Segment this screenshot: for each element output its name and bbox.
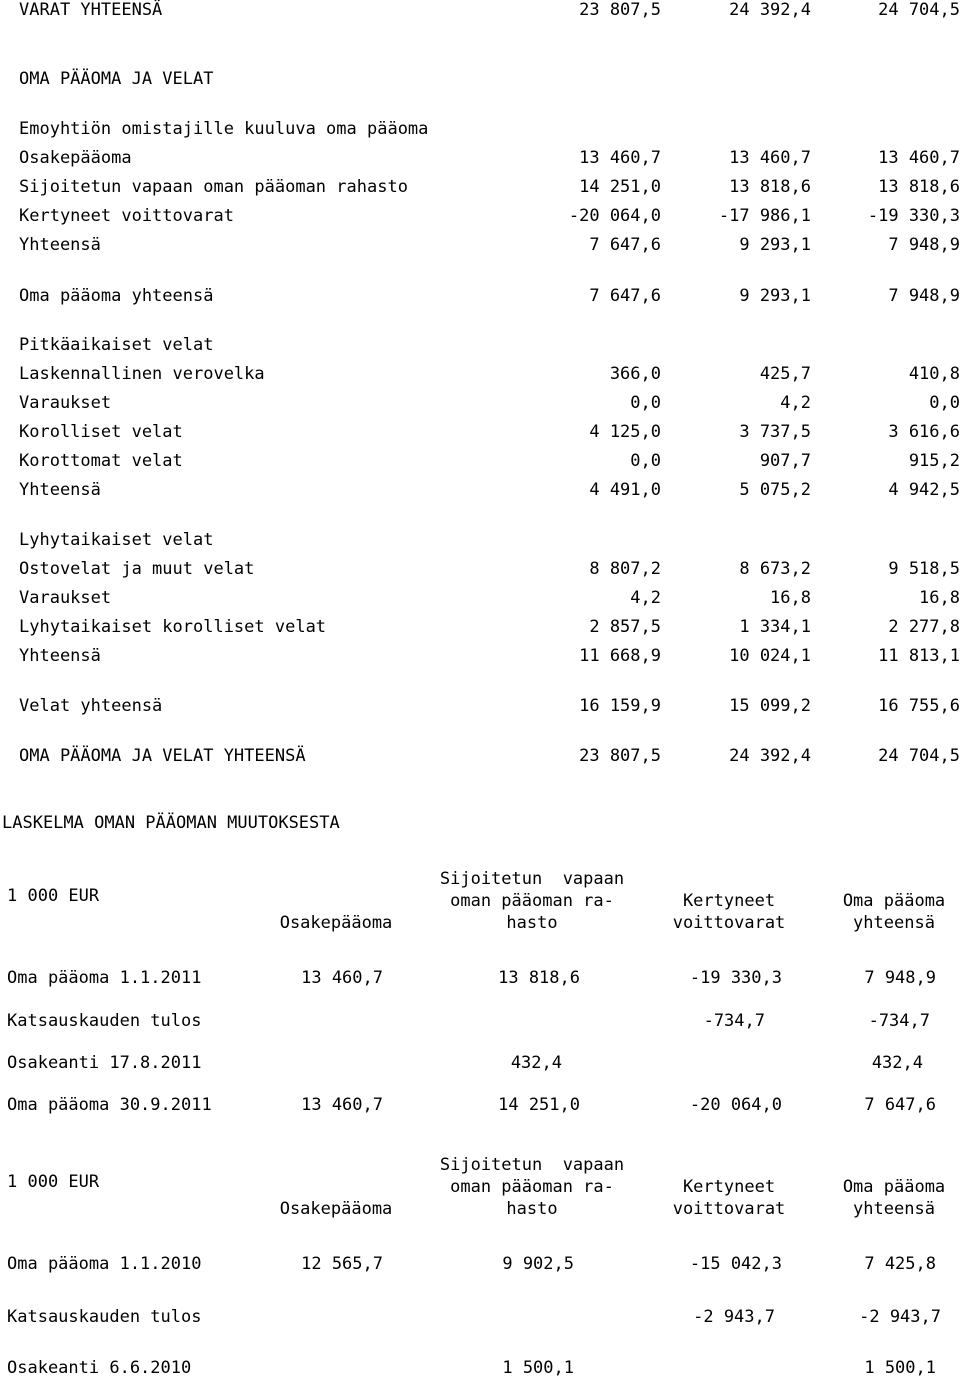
- value-period-2: 1 334,1: [739, 617, 811, 637]
- cell-share-capital: 13 460,7: [301, 968, 383, 988]
- value-period-3: 11 813,1: [878, 646, 960, 666]
- row-label: Osakepääoma: [19, 148, 132, 168]
- cell-free-equity-fund: 13 818,6: [498, 968, 580, 988]
- row-label: Yhteensä: [19, 646, 101, 666]
- column-header: oman pääoman ra-: [450, 891, 614, 911]
- cell-total-equity: 1 500,1: [864, 1358, 936, 1378]
- value-period-3: 13 460,7: [878, 148, 960, 168]
- value-period-2: 9 293,1: [739, 286, 811, 306]
- value-period-1: 0,0: [630, 451, 661, 471]
- value-period-2: 4,2: [780, 393, 811, 413]
- column-header: hasto: [506, 913, 558, 933]
- column-header: Osakepääoma: [279, 1199, 393, 1219]
- row-label: Oma pääoma yhteensä: [19, 286, 214, 306]
- value-period-2: 13 818,6: [729, 177, 811, 197]
- table-row: [0, 393, 960, 415]
- table-row: [0, 451, 960, 473]
- row-label: Korolliset velat: [19, 422, 183, 442]
- value-period-2: 8 673,2: [739, 559, 811, 579]
- column-header: Sijoitetun vapaan: [439, 869, 625, 889]
- value-period-2: -17 986,1: [718, 206, 811, 226]
- unit-label: 1 000 EUR: [7, 1172, 100, 1192]
- value-period-2: 907,7: [759, 451, 811, 471]
- value-period-2: 5 075,2: [739, 480, 811, 500]
- row-label: Ostovelat ja muut velat: [19, 559, 255, 579]
- row-label: Velat yhteensä: [19, 696, 163, 716]
- column-header: voittovarat: [672, 913, 786, 933]
- value-period-2: 9 293,1: [739, 235, 811, 255]
- value-period-3: 9 518,5: [888, 559, 960, 579]
- cell-total-equity: -2 943,7: [859, 1307, 941, 1327]
- cell-retained-earnings: -2 943,7: [693, 1307, 775, 1327]
- cell-free-equity-fund: 14 251,0: [498, 1095, 580, 1115]
- subsection-heading: Emoyhtiön omistajille kuuluva oma pääoma: [19, 119, 429, 139]
- row-label: Oma pääoma 1.1.2011: [7, 968, 202, 988]
- value-period-3: 13 818,6: [878, 177, 960, 197]
- value-period-1: 7 647,6: [589, 286, 661, 306]
- cell-total-equity: 7 948,9: [864, 968, 936, 988]
- column-header: Kertyneet: [682, 1177, 776, 1197]
- cell-free-equity-fund: 432,4: [510, 1053, 562, 1073]
- table-row: [0, 422, 960, 444]
- table-row: [0, 148, 960, 170]
- value-period-1: 11 668,9: [579, 646, 661, 666]
- value-period-3: 16,8: [919, 588, 960, 608]
- row-label: Oma pääoma 1.1.2010: [7, 1254, 202, 1274]
- value-period-3: 2 277,8: [888, 617, 960, 637]
- section-heading: OMA PÄÄOMA JA VELAT: [19, 69, 214, 89]
- value-period-3: 7 948,9: [888, 235, 960, 255]
- column-header: yhteensä: [853, 1199, 935, 1219]
- row-label: VARAT YHTEENSÄ: [19, 0, 163, 20]
- cell-retained-earnings: -20 064,0: [689, 1095, 782, 1115]
- value-period-1: 2 857,5: [589, 617, 661, 637]
- value-period-1: 4 125,0: [589, 422, 661, 442]
- row-label: Varaukset: [19, 393, 112, 413]
- row-label: Oma pääoma 30.9.2011: [7, 1095, 212, 1115]
- value-period-2: 16,8: [770, 588, 811, 608]
- column-header: voittovarat: [672, 1199, 786, 1219]
- equity-table-2011: [0, 866, 960, 1141]
- table-row: [0, 235, 960, 257]
- value-period-1: 8 807,2: [589, 559, 661, 579]
- row-label: Korottomat velat: [19, 451, 183, 471]
- cell-free-equity-fund: 9 902,5: [502, 1254, 574, 1274]
- row-label: Katsauskauden tulos: [7, 1307, 202, 1327]
- value-period-2: 24 392,4: [729, 0, 811, 20]
- unit-label: 1 000 EUR: [7, 886, 100, 906]
- grand-total-row: [0, 746, 960, 768]
- table-row: [0, 588, 960, 610]
- value-period-1: 366,0: [609, 364, 661, 384]
- liabilities-total-row: [0, 696, 960, 718]
- row-label: Osakeanti 6.6.2010: [7, 1358, 192, 1378]
- value-period-3: 7 948,9: [888, 286, 960, 306]
- value-period-2: 24 392,4: [729, 746, 811, 766]
- row-label: Varaukset: [19, 588, 112, 608]
- value-period-3: 3 616,6: [888, 422, 960, 442]
- column-header: oman pääoman ra-: [450, 1177, 614, 1197]
- value-period-3: 16 755,6: [878, 696, 960, 716]
- cell-share-capital: 12 565,7: [301, 1254, 383, 1274]
- table-row: [0, 364, 960, 386]
- value-period-1: 16 159,9: [579, 696, 661, 716]
- column-header: hasto: [506, 1199, 558, 1219]
- value-period-1: 4,2: [630, 588, 661, 608]
- row-label: Kertyneet voittovarat: [19, 206, 234, 226]
- cell-total-equity: -734,7: [868, 1011, 930, 1031]
- value-period-2: 10 024,1: [729, 646, 811, 666]
- value-period-3: 915,2: [908, 451, 960, 471]
- value-period-1: 7 647,6: [589, 235, 661, 255]
- equity-changes-heading: LASKELMA OMAN PÄÄOMAN MUUTOKSESTA: [2, 813, 340, 833]
- row-label: Osakeanti 17.8.2011: [7, 1053, 202, 1073]
- table-row: [0, 617, 960, 639]
- row-label: OMA PÄÄOMA JA VELAT YHTEENSÄ: [19, 746, 306, 766]
- value-period-1: 0,0: [630, 393, 661, 413]
- value-period-3: 24 704,5: [878, 0, 960, 20]
- column-header: Kertyneet: [682, 891, 776, 911]
- row-label: Sijoitetun vapaan oman pääoman rahasto: [19, 177, 408, 197]
- table-row: [0, 480, 960, 502]
- equity-table-2010: [0, 1152, 960, 1378]
- value-period-1: 23 807,5: [579, 0, 661, 20]
- assets-total-row: [0, 0, 960, 22]
- row-label: Katsauskauden tulos: [7, 1011, 202, 1031]
- value-period-3: 4 942,5: [888, 480, 960, 500]
- cell-free-equity-fund: 1 500,1: [502, 1358, 574, 1378]
- column-header: Osakepääoma: [279, 913, 393, 933]
- value-period-2: 13 460,7: [729, 148, 811, 168]
- row-label: Lyhytaikaiset korolliset velat: [19, 617, 327, 637]
- row-label: Yhteensä: [19, 480, 101, 500]
- value-period-1: 13 460,7: [579, 148, 661, 168]
- value-period-3: 24 704,5: [878, 746, 960, 766]
- cell-retained-earnings: -19 330,3: [689, 968, 782, 988]
- cell-retained-earnings: -15 042,3: [689, 1254, 782, 1274]
- table-row: [0, 559, 960, 581]
- column-header: Sijoitetun vapaan: [439, 1155, 625, 1175]
- table-row: [0, 646, 960, 668]
- row-label: Yhteensä: [19, 235, 101, 255]
- cell-total-equity: 7 647,6: [864, 1095, 936, 1115]
- cell-total-equity: 432,4: [871, 1053, 923, 1073]
- value-period-1: -20 064,0: [568, 206, 661, 226]
- value-period-2: 3 737,5: [739, 422, 811, 442]
- cell-share-capital: 13 460,7: [301, 1095, 383, 1115]
- value-period-3: 0,0: [929, 393, 960, 413]
- table-row: [0, 206, 960, 228]
- value-period-3: 410,8: [908, 364, 960, 384]
- table-row: [0, 177, 960, 199]
- column-header: yhteensä: [853, 913, 935, 933]
- value-period-3: -19 330,3: [867, 206, 960, 226]
- value-period-2: 15 099,2: [729, 696, 811, 716]
- value-period-1: 4 491,0: [589, 480, 661, 500]
- cell-total-equity: 7 425,8: [864, 1254, 936, 1274]
- cell-retained-earnings: -734,7: [703, 1011, 765, 1031]
- column-header: Oma pääoma: [842, 1177, 946, 1197]
- subsection-heading: Pitkäaikaiset velat: [19, 335, 214, 355]
- column-header: Oma pääoma: [842, 891, 946, 911]
- value-period-1: 14 251,0: [579, 177, 661, 197]
- value-period-2: 425,7: [759, 364, 811, 384]
- value-period-1: 23 807,5: [579, 746, 661, 766]
- equity-total-row: [0, 286, 960, 308]
- subsection-heading: Lyhytaikaiset velat: [19, 530, 214, 550]
- row-label: Laskennallinen verovelka: [19, 364, 265, 384]
